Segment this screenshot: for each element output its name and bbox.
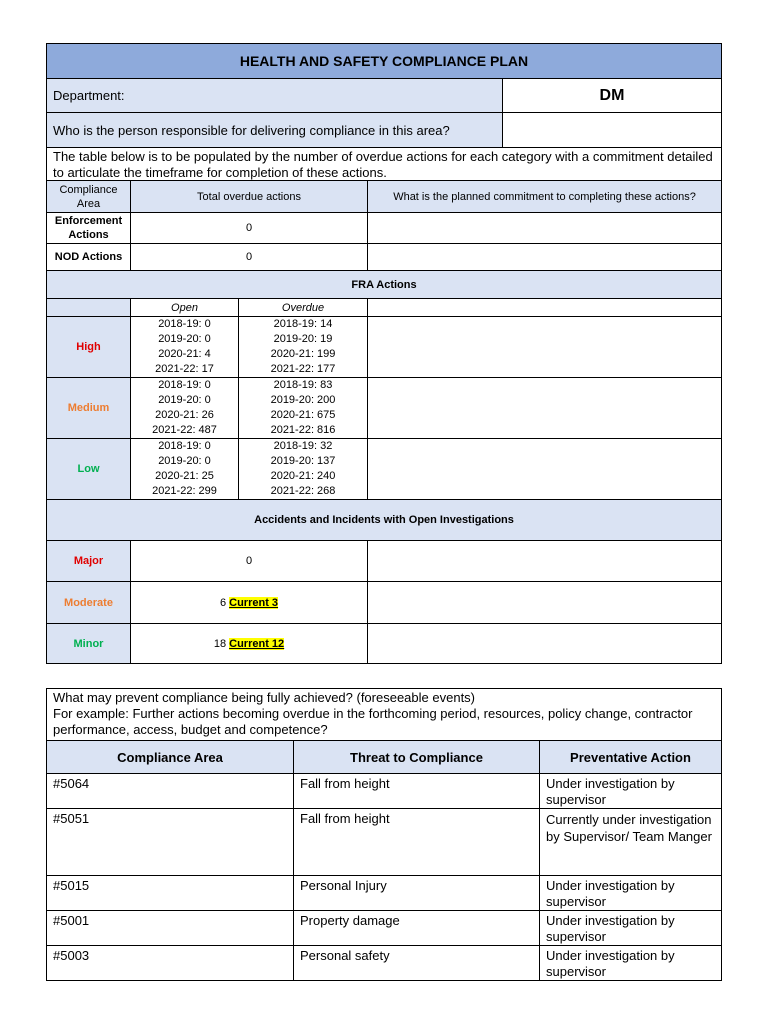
fra-overdue-line: 2018-19: 83	[273, 379, 333, 391]
department-label: Department:	[47, 79, 503, 113]
fra-overdue-label: Overdue	[239, 299, 368, 317]
fra-open-line: 2019-20: 0	[158, 455, 211, 467]
fra-overdue-line: 2019-20: 200	[270, 394, 336, 406]
threat-area: #5051	[47, 809, 294, 876]
fra-overdue-line: 2020-21: 199	[270, 348, 336, 360]
threats-col-threat: Threat to Compliance	[294, 741, 540, 774]
enforcement-value: 0	[131, 213, 368, 244]
threat-action: Under investigation by supervisor	[540, 774, 722, 809]
accident-count: 18	[213, 637, 227, 650]
threat-action: Under investigation by supervisor	[540, 911, 722, 946]
accident-value-major	[131, 541, 368, 582]
threats-row	[47, 946, 722, 981]
fra-open-high	[131, 317, 239, 378]
enforcement-commitment	[368, 213, 722, 244]
fra-open-line: 2018-19: 0	[158, 318, 211, 330]
intro-text: The table below is to be populated by the number of overdue actions for each category with a commitment detailed to articulate the timeframe for completion of these actions.	[47, 148, 722, 182]
accident-value-minor	[131, 624, 368, 664]
fra-row-medium	[47, 378, 722, 439]
threat-description: Personal safety	[294, 946, 540, 981]
accident-row-major	[47, 541, 722, 582]
threats-row	[47, 876, 722, 911]
responsible-value	[503, 113, 722, 148]
accident-commitment-minor	[368, 624, 722, 664]
threats-row	[47, 911, 722, 946]
col-commitment: What is the planned commitment to completing these actions?	[368, 181, 722, 213]
fra-level-low: Low	[47, 439, 131, 500]
threat-area: #5015	[47, 876, 294, 911]
accident-current-highlight: Current 3	[229, 596, 279, 609]
threat-description: Personal Injury	[294, 876, 540, 911]
accident-level-minor: Minor	[47, 624, 131, 664]
fra-open-line: 2020-21: 25	[155, 470, 214, 482]
nod-commitment	[368, 244, 722, 271]
threat-description: Fall from height	[294, 809, 540, 876]
fra-overdue-line: 2021-22: 268	[270, 485, 336, 497]
threats-row	[47, 774, 722, 809]
accident-level-major: Major	[47, 541, 131, 582]
accident-row-moderate	[47, 582, 722, 624]
accident-current-highlight: Current 12	[229, 637, 285, 650]
fra-open-label: Open	[131, 299, 239, 317]
fra-commitment-low	[368, 439, 722, 500]
accident-level-moderate: Moderate	[47, 582, 131, 624]
fra-level-high: High	[47, 317, 131, 378]
accident-commitment-major	[368, 541, 722, 582]
enforcement-label: Enforcement Actions	[47, 213, 131, 244]
accident-row-minor	[47, 624, 722, 664]
overdue-actions-table	[46, 180, 722, 664]
threats-col-area: Compliance Area	[47, 741, 294, 774]
fra-overdue-line: 2018-19: 14	[273, 318, 333, 330]
accident-count: 6	[219, 596, 227, 609]
fra-open-line: 2021-22: 299	[152, 485, 217, 497]
fra-overdue-line: 2018-19: 32	[273, 440, 333, 452]
fra-open-line: 2019-20: 0	[158, 394, 211, 406]
fra-open-medium	[131, 378, 239, 439]
fra-open-line: 2020-21: 4	[158, 348, 211, 360]
threat-action: Currently under investigation by Supervisor/ Team Manger	[540, 809, 722, 876]
threats-col-action: Preventative Action	[540, 741, 722, 774]
threat-description: Fall from height	[294, 774, 540, 809]
threat-area: #5003	[47, 946, 294, 981]
threats-intro-line1: What may prevent compliance being fully achieved? (foreseeable events)	[53, 690, 476, 705]
threat-description: Property damage	[294, 911, 540, 946]
col-compliance-area: Compliance Area	[47, 181, 131, 213]
fra-open-line: 2018-19: 0	[158, 379, 211, 391]
nod-label: NOD Actions	[47, 244, 131, 271]
fra-open-line: 2021-22: 487	[152, 424, 217, 436]
plan-title: HEALTH AND SAFETY COMPLIANCE PLAN	[47, 44, 722, 79]
department-value: DM	[503, 79, 722, 113]
accident-value-moderate	[131, 582, 368, 624]
fra-row-low	[47, 439, 722, 500]
threats-intro	[47, 689, 722, 741]
fra-open-line: 2021-22: 17	[155, 363, 214, 375]
fra-title: FRA Actions	[47, 271, 722, 299]
fra-open-line: 2019-20: 0	[158, 333, 211, 345]
responsible-question: Who is the person responsible for delivering compliance in this area?	[47, 113, 503, 148]
fra-blank-cell	[47, 299, 131, 317]
fra-commitment-head	[368, 299, 722, 317]
threats-table	[46, 688, 722, 981]
accidents-title: Accidents and Incidents with Open Investigations	[47, 500, 722, 541]
accident-commitment-moderate	[368, 582, 722, 624]
threat-area: #5001	[47, 911, 294, 946]
fra-open-low	[131, 439, 239, 500]
fra-overdue-line: 2021-22: 816	[270, 424, 336, 436]
threats-intro-line2: For example: Further actions becoming overdue in the forthcoming period, resources, policy change, contractor performance, access, budget and competence?	[53, 706, 693, 737]
fra-commitment-medium	[368, 378, 722, 439]
nod-value: 0	[131, 244, 368, 271]
fra-overdue-line: 2019-20: 137	[270, 455, 336, 467]
fra-overdue-line: 2020-21: 240	[270, 470, 336, 482]
fra-level-medium: Medium	[47, 378, 131, 439]
fra-overdue-high	[239, 317, 368, 378]
fra-overdue-line: 2019-20: 19	[273, 333, 333, 345]
fra-commitment-high	[368, 317, 722, 378]
fra-open-line: 2020-21: 26	[155, 409, 214, 421]
accident-count: 0	[245, 555, 253, 567]
fra-overdue-line: 2020-21: 675	[270, 409, 336, 421]
threat-area: #5064	[47, 774, 294, 809]
fra-open-line: 2018-19: 0	[158, 440, 211, 452]
fra-overdue-medium	[239, 378, 368, 439]
fra-row-high	[47, 317, 722, 378]
fra-overdue-low	[239, 439, 368, 500]
compliance-plan-header-table	[46, 43, 722, 182]
col-total-overdue: Total overdue actions	[131, 181, 368, 213]
threats-row	[47, 809, 722, 876]
fra-overdue-line: 2021-22: 177	[270, 363, 336, 375]
threat-action: Under investigation by supervisor	[540, 946, 722, 981]
threat-action: Under investigation by supervisor	[540, 876, 722, 911]
